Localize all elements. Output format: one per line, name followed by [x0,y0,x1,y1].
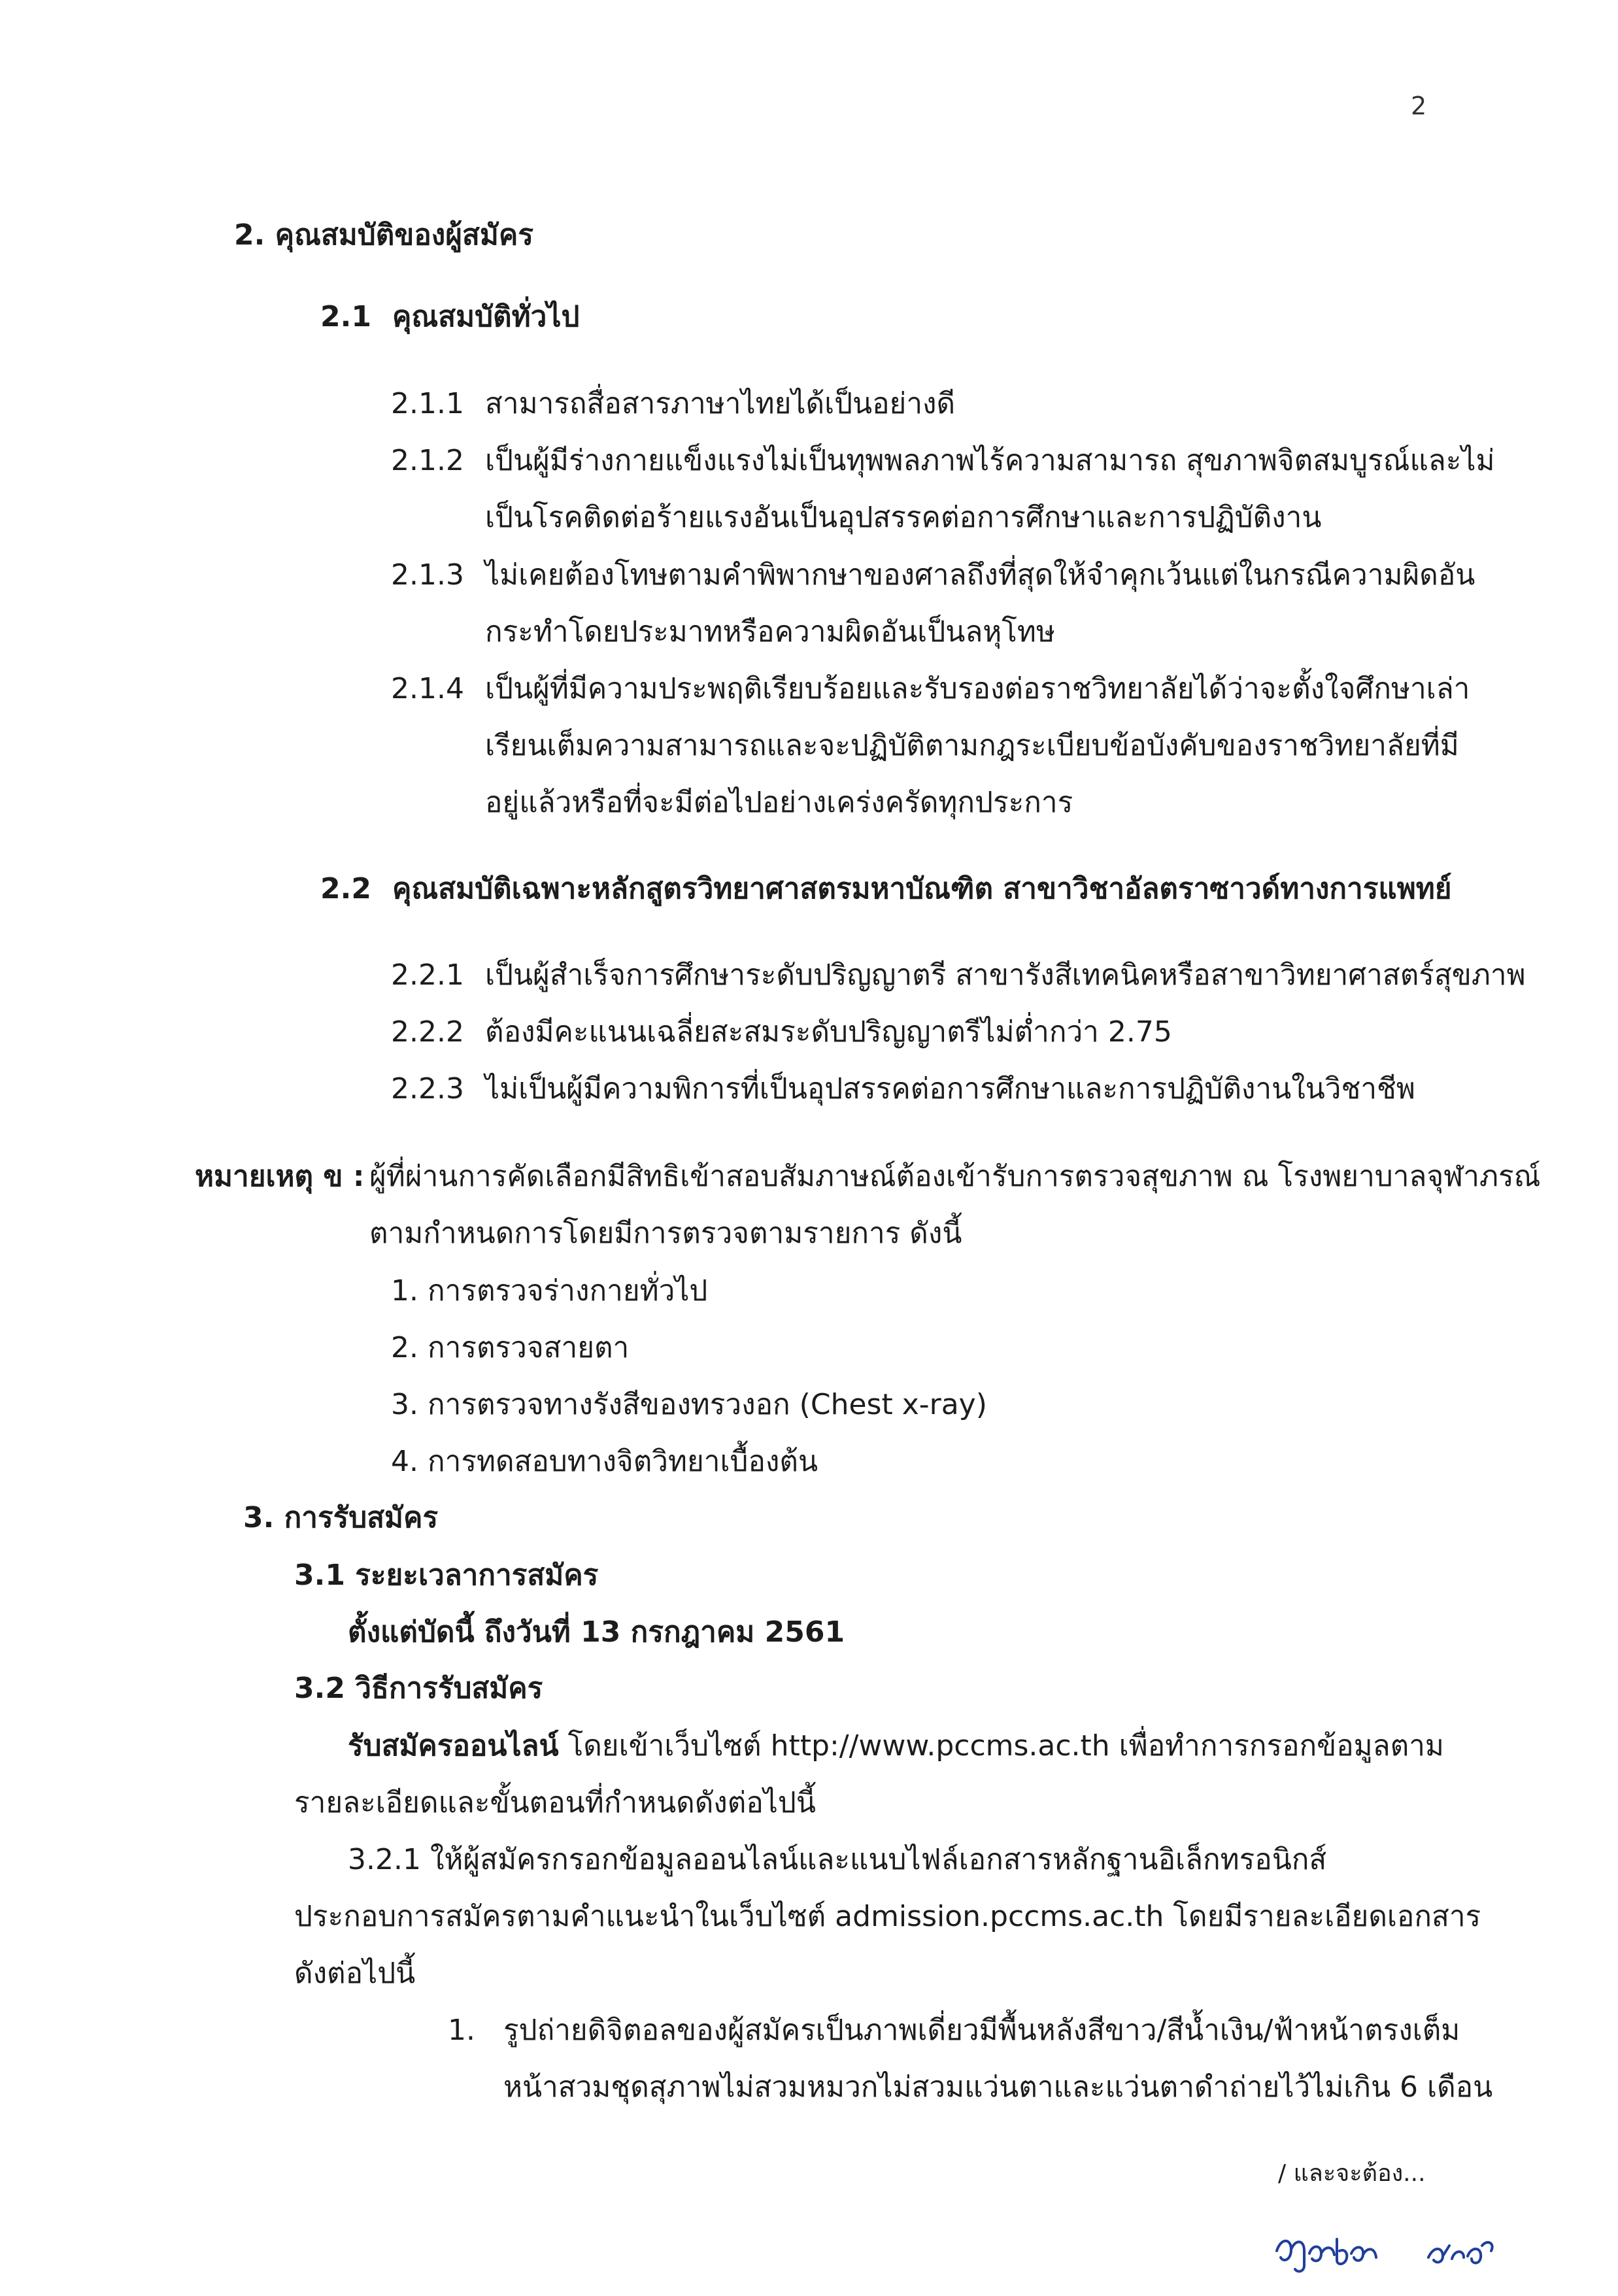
document-item-1-number: 1. [448,2014,475,2047]
item-2-1-4-text-line1: เป็นผู้ที่มีความประพฤติเรียบร้อยและรับรองต่อราชวิทยาลัยได้ว่าจะตั้งใจศึกษาเล่า [485,672,1470,705]
online-application-label: รับสมัครออนไลน์ [348,1729,559,1763]
note-text-line1: ผู้ที่ผ่านการคัดเลือกมีสิทธิเข้าสอบสัมภาษณ์ต้องเข้ารับการตรวจสุขภาพ ณ โรงพยาบาลจุฬาภรณ์ [369,1160,1541,1193]
item-2-2-2-number: 2.2.2 [391,1015,464,1049]
application-period: ตั้งแต่บัดนี้ ถึงวันที่ 13 กรกฎาคม 2561 [348,1615,845,1649]
item-2-1-1-number: 2.1.1 [391,387,464,420]
section-2-heading: 2. คุณสมบัติของผู้สมัคร [234,218,533,252]
section-2-1-number: 2.1 [320,300,371,333]
note-label: หมายเหตุ ข : [195,1160,365,1193]
item-2-1-2-text-line2: เป็นโรคติดต่อร้ายแรงอันเป็นอุปสรรคต่อการศึกษาและการปฏิบัติงาน [485,501,1322,534]
item-2-1-2-text-line1: เป็นผู้มีร่างกายแข็งแรงไม่เป็นทุพพลภาพไร้ความสามารถ สุขภาพจิตสมบูรณ์และไม่ [485,444,1495,477]
para-3-2-1-line1: 3.2.1 ให้ผู้สมัครกรอกข้อมูลออนไลน์และแนบไฟล์เอกสารหลักฐานอิเล็กทรอนิกส์ [348,1843,1327,1876]
page-number: 2 [1411,92,1427,120]
online-application-line1 [348,1727,1444,1766]
section-2-2-number: 2.2 [320,872,371,905]
note-item-2: 2. การตรวจสายตา [391,1331,630,1364]
item-2-1-3-text-line2: กระทำโดยประมาทหรือความผิดอันเป็นลหุโทษ [485,615,1055,649]
document-item-1-line2: หน้าสวมชุดสุภาพไม่สวมหมวกไม่สวมแว่นตาและแว่นตาดำถ่ายไว้ไม่เกิน 6 เดือน [503,2070,1493,2104]
note-item-1: 1. การตรวจร่างกายทั่วไป [391,1274,708,1308]
online-application-text: โดยเข้าเว็บไซต์ http://www.pccms.ac.th เพื่อทำการกรอกข้อมูลตาม [558,1729,1444,1763]
item-2-1-4-number: 2.1.4 [391,672,464,705]
note-text-line2: ตามกำหนดการโดยมีการตรวจตามรายการ ดังนี้ [369,1217,962,1250]
note-item-3: 3. การตรวจทางรังสีของทรวงอก (Chest x-ray) [391,1388,987,1421]
item-2-2-1-number: 2.2.1 [391,958,464,992]
section-2-1-title: คุณสมบัติทั่วไป [392,300,580,333]
section-3-2-title: 3.2 วิธีการรับสมัคร [294,1672,543,1705]
section-3-heading: 3. การรับสมัคร [243,1501,439,1534]
item-2-2-1-text: เป็นผู้สำเร็จการศึกษาระดับปริญญาตรี สาขารังสีเทคนิคหรือสาขาวิทยาศาสตร์สุขภาพ [485,958,1526,992]
document-item-1-line1: รูปถ่ายดิจิตอลของผู้สมัครเป็นภาพเดี่ยวมีพื้นหลังสีขาว/สีน้ำเงิน/ฟ้าหน้าตรงเต็ม [503,2014,1460,2047]
item-2-1-2-number: 2.1.2 [391,444,464,477]
item-2-2-3-text: ไม่เป็นผู้มีความพิการที่เป็นอุปสรรคต่อการศึกษาและการปฏิบัติงานในวิชาชีพ [485,1072,1415,1106]
handwritten-signature [1272,2220,1513,2278]
item-2-2-2-text: ต้องมีคะแนนเฉลี่ยสะสมระดับปริญญาตรีไม่ต่ำกว่า 2.75 [485,1015,1172,1049]
item-2-1-3-number: 2.1.3 [391,558,464,592]
section-3-1-title: 3.1 ระยะเวลาการสมัคร [294,1559,599,1592]
item-2-2-3-number: 2.2.3 [391,1072,464,1106]
item-2-1-4-text-line2: เรียนเต็มความสามารถและจะปฏิบัติตามกฎระเบียบข้อบังคับของราชวิทยาลัยที่มี [485,729,1459,762]
para-3-2-1-line3: ดังต่อไปนี้ [294,1957,416,1990]
note-item-4: 4. การทดสอบทางจิตวิทยาเบื้องต้น [391,1445,818,1478]
continuation-note: / และจะต้อง... [1278,2160,1426,2187]
section-2-2-title: คุณสมบัติเฉพาะหลักสูตรวิทยาศาสตรมหาบัณฑิต สาขาวิชาอัลตราซาวด์ทางการแพทย์ [392,872,1452,905]
item-2-1-4-text-line3: อยู่แล้วหรือที่จะมีต่อไปอย่างเคร่งครัดทุกประการ [485,786,1073,819]
item-2-1-3-text-line1: ไม่เคยต้องโทษตามคำพิพากษาของศาลถึงที่สุดให้จำคุกเว้นแต่ในกรณีความผิดอัน [485,558,1475,592]
item-2-1-1-text: สามารถสื่อสารภาษาไทยได้เป็นอย่างดี [485,387,956,420]
online-application-line2: รายละเอียดและขั้นตอนที่กำหนดดังต่อไปนี้ [294,1786,816,1819]
para-3-2-1-line2: ประกอบการสมัครตามคำแนะนำในเว็บไซต์ admission.pccms.ac.th โดยมีรายละเอียดเอกสาร [294,1900,1481,1933]
